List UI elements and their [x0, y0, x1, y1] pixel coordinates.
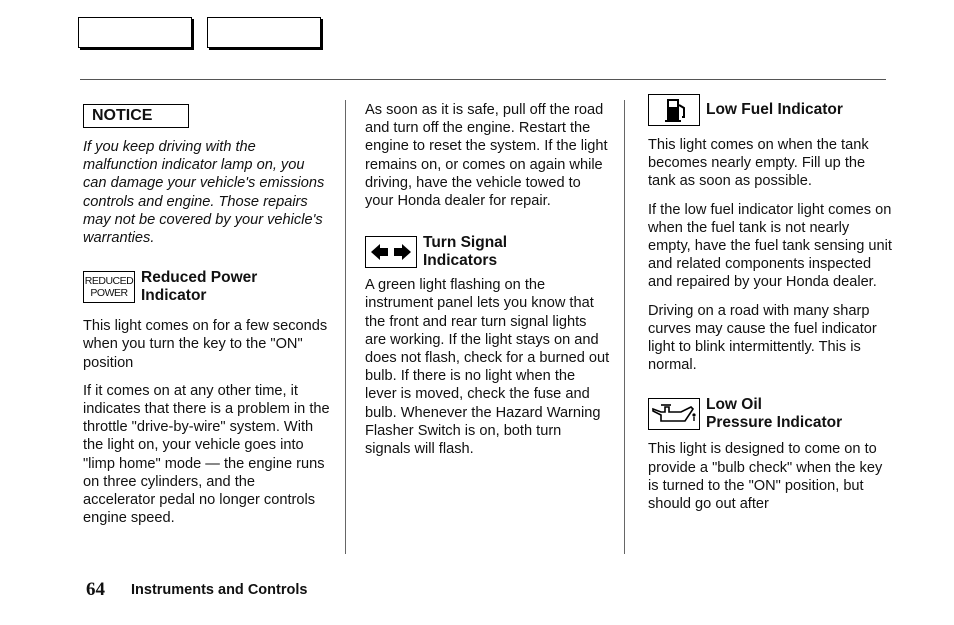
low-oil-para: This light is designed to come on to provide a "bulb check" when the key is turned to the "ON" position, but should go out after: [648, 441, 883, 513]
oil-can-icon: [648, 398, 700, 430]
reduced-power-title-line2: Indicator: [141, 287, 207, 305]
column-1: [83, 104, 331, 537]
low-fuel-para2: If the low fuel indicator light comes on when the fuel tank is not nearly empty, have the fuel tank sensing unit and related components inspected and repaired by your Honda dealer.: [648, 201, 892, 291]
column-divider-2: [624, 100, 625, 554]
low-fuel-heading: [648, 94, 893, 126]
col2-para1: As soon as it is safe, pull off the road and turn off the engine. Restart the engine to reset the system. If the light remains on, or comes on again while driving, have the vehicle towed to your Honda dealer for repair.: [365, 102, 608, 210]
nav-button-previous[interactable]: [78, 17, 192, 48]
low-fuel-para3: Driving on a road with many sharp curves may cause the fuel indicator light to blink intermittently. This is normal.: [648, 302, 877, 374]
low-oil-title-line2: Pressure Indicator: [706, 414, 843, 432]
reduced-power-icon: [83, 271, 135, 303]
low-oil-heading: [648, 396, 893, 432]
turn-signal-arrows-icon: [365, 236, 417, 268]
turn-signal-title-line2: Indicators: [423, 252, 498, 270]
turn-signal-para: A green light flashing on the instrument panel lets you know that the front and rear turn signal lights are working. If the light stays on and does not flash, check for a burned out bulb. If there is no light when the lever is moved, check the fuse and bulb. Whenever the Hazard Warning Flasher Switch is on, both turn signals will flash.: [365, 277, 610, 458]
header-rule: [80, 79, 886, 80]
nav-button-next[interactable]: [207, 17, 321, 48]
turn-signal-heading: [365, 234, 610, 270]
reduced-power-icon-line2: POWER: [90, 287, 128, 300]
section-title: Instruments and Controls: [131, 582, 308, 598]
reduced-power-para1: This light comes on for a few seconds when you turn the key to the "ON" position: [83, 318, 328, 371]
column-3: [648, 94, 893, 523]
reduced-power-para2: If it comes on at any other time, it indicates that there is a problem in the throttle "drive-by-wire" system. With the light on, your vehicle goes into "limp home" mode — the engine runs on three cylinders, and the accelerator pedal no longer controls engine speed.: [83, 382, 330, 527]
column-2: [365, 101, 610, 468]
page-number: 64: [86, 579, 105, 600]
turn-signal-title-line1: Turn Signal: [423, 234, 508, 252]
low-oil-title-line1: Low Oil: [706, 396, 762, 414]
low-fuel-title: Low Fuel Indicator: [706, 101, 843, 118]
low-fuel-para1: This light comes on when the tank becomes nearly empty. Fill up the tank as soon as possible.: [648, 137, 869, 190]
fuel-pump-icon: [648, 94, 700, 126]
reduced-power-heading: [83, 269, 331, 305]
notice-text: If you keep driving with the malfunction indicator lamp on, you can damage your vehicle's emissions controls and engine. Those repairs may not be covered by your vehicle's warranties.: [83, 139, 325, 247]
reduced-power-title-line1: Reduced Power: [141, 269, 258, 287]
column-divider-1: [345, 100, 346, 554]
notice-label: NOTICE: [83, 104, 189, 128]
reduced-power-icon-line1: REDUCED: [84, 275, 134, 288]
